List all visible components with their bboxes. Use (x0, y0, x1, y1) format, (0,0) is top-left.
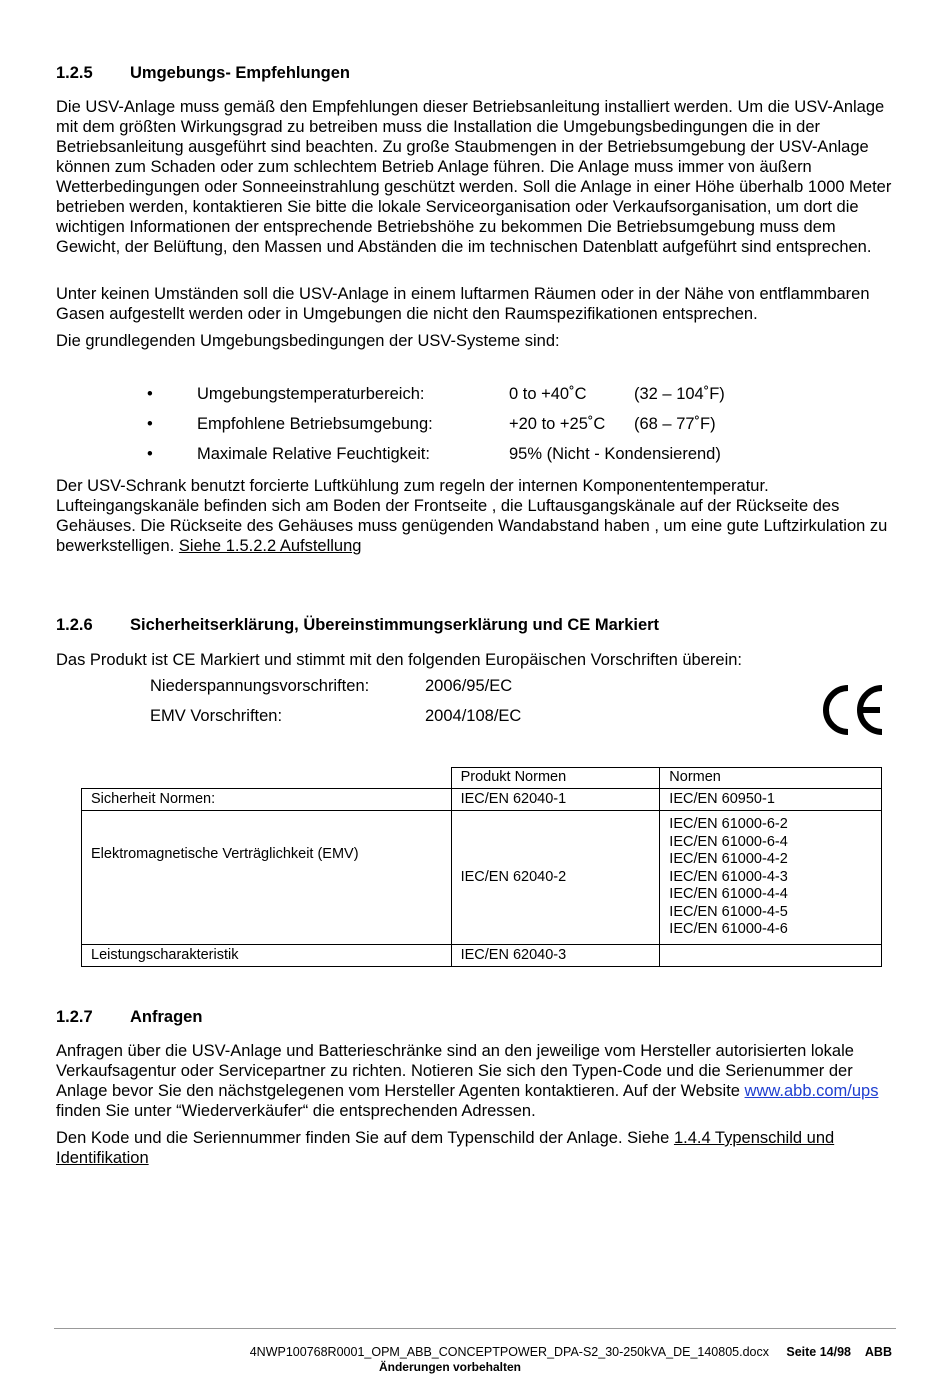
table-row (82, 811, 882, 945)
section-number: 1.2.6 (56, 616, 93, 634)
row-name: Leistungscharakteristik (82, 945, 452, 967)
paragraph-inquiries (56, 1041, 898, 1121)
row-name: Sicherheit Normen: (82, 789, 452, 811)
link-aufstellung[interactable]: Siehe 1.5.2.2 Aufstellung (178, 537, 362, 555)
table-row (82, 789, 882, 811)
page-number: Seite 14/98 (786, 1345, 851, 1359)
norm-list (660, 811, 882, 945)
section-heading-1-2-5 (56, 63, 350, 83)
regulation-name: Niederspannungsvorschriften: (150, 677, 370, 695)
paragraph-cooling (56, 476, 898, 556)
bullet-icon: • (147, 385, 153, 403)
row-name: Elektromagnetische Verträglichkeit (EMV) (82, 811, 452, 945)
section-title: Anfragen (130, 1008, 203, 1026)
norm-cell: IEC/EN 60950-1 (660, 789, 882, 811)
table-row (82, 945, 882, 967)
standards-table (81, 767, 882, 967)
product-norm: IEC/EN 62040-2 (451, 811, 660, 945)
paragraph-text: finden Sie unter “Wiederverkäufer“ die entsprechenden Adressen. (56, 1102, 536, 1120)
footer-line (0, 1344, 892, 1360)
paragraph-type-plate (56, 1128, 898, 1168)
paragraph-conditions-intro: Die grundlegenden Umgebungsbedingungen der USV-Systeme sind: (56, 332, 560, 350)
bullet-icon: • (147, 445, 153, 463)
bullet-icon: • (147, 415, 153, 433)
paragraph-text: Der USV-Schrank benutzt forcierte Luftkühlung zum regeln der internen Komponententemperatur. Lufteingangskanäle befinden sich am Boden der Frontseite , die Luftausgangskänale auf der Rückseite des Gehäuses. Die Rückseite des Gehäuses muss genügenden Wandabstand haben , um eine gute Luftzirkulation zu bewerkstelligen. (56, 477, 888, 555)
condition-value-imperial: (32 – 104˚F) (634, 385, 725, 403)
norm-item: IEC/EN 61000-4-3 (669, 868, 788, 885)
regulation-name: EMV Vorschriften: (150, 707, 283, 725)
footer-note: Änderungen vorbehalten (378, 1360, 521, 1374)
section-title: Sicherheitserklärung, Übereinstimmungserklärung und CE Markiert (130, 616, 660, 634)
section-number: 1.2.5 (56, 64, 93, 82)
paragraph-text: Den Kode und die Seriennummer finden Sie auf dem Typenschild der Anlage. Siehe (56, 1129, 674, 1147)
paragraph-text: Anfragen über die USV-Anlage und Batterieschränke sind an den jeweilige vom Hersteller autorisierten lokale Verkaufsagentur oder Servicepartner zu richten. Notieren Sie sich den Typen-Code und die Serienummer der Anlage bevor Sie den nächstgelegenen vom Hersteller Agenten kontaktieren. Auf der Website (56, 1042, 854, 1100)
section-heading-1-2-6 (56, 615, 659, 635)
paragraph-ce-intro: Das Produkt ist CE Markiert und stimmt mit den folgenden Europäischen Vorschriften überein: (56, 651, 742, 669)
list-item (0, 384, 950, 404)
section-heading-1-2-7 (56, 1007, 202, 1027)
paragraph-installation: Die USV-Anlage muss gemäß den Empfehlungen dieser Betriebsanleitung installiert werden. Um die USV-Anlage mit dem größten Wirkungsgrad zu betreiben muss die Installation die Umgebungsbedingungen die in der Betriebsanleitung ausgeführt sind beachten. Zu große Staubmengen in der Betriebsumgebung der USV-Anlage können zum Schaden oder zum schlechtem Betrieb Anlage führen. Die Anlage muss immer von äußern Wetterbedingungen oder Sonneeinstrahlung geschützt werden. Soll die Anlage in einer Höhe überhalb 1000 Meter betrieben werden, kontaktieren Sie bitte die lokale Serviceorganisation oder Verkaufsorganisation, um dort die wichtigen Informationen der entsprechende Betriebshöhe zu bekommen Die Betriebsumgebung muss dem Gewicht, der Belüftung, den Massen und Abständen die im technischen Datenblatt aufgeführt sind entsprechen. (56, 98, 892, 256)
norm-cell (660, 945, 882, 967)
column-header: Produkt Normen (451, 768, 660, 789)
empty-cell (82, 768, 452, 789)
footer-divider (54, 1328, 896, 1329)
section-title: Umgebungs- Empfehlungen (130, 64, 350, 82)
document-name: 4NWP100768R0001_OPM_ABB_CONCEPTPOWER_DPA-S2_30-250kVA_DE_140805.docx (249, 1345, 769, 1359)
paragraph-gas-warning: Unter keinen Umständen soll die USV-Anlage in einem luftarmen Räumen oder in der Nähe von entflammbaren Gasen aufgestellt werden oder in Umgebungen die nicht den Raumspezifikationen entsprechen. (56, 285, 870, 323)
condition-value: 0 to +40˚C (509, 385, 587, 403)
list-item (0, 444, 950, 464)
brand-name: ABB (864, 1345, 892, 1359)
table-header-row (82, 768, 882, 789)
condition-value-imperial: (68 – 77˚F) (634, 415, 716, 433)
norm-item: IEC/EN 61000-4-2 (669, 851, 788, 868)
norm-item: IEC/EN 61000-4-6 (669, 921, 788, 938)
column-header: Normen (660, 768, 882, 789)
norm-item: IEC/EN 61000-4-5 (669, 903, 788, 920)
condition-label: Umgebungstemperaturbereich: (197, 385, 425, 403)
link-typenschild[interactable]: 1.4.4 Typenschild und Identifikation (56, 1129, 835, 1167)
regulation-row (0, 706, 950, 726)
regulation-row (0, 676, 950, 696)
section-number: 1.2.7 (56, 1008, 93, 1026)
product-norm: IEC/EN 62040-3 (451, 945, 660, 967)
list-item (0, 414, 950, 434)
condition-label: Maximale Relative Feuchtigkeit: (197, 445, 430, 463)
condition-value: +20 to +25˚C (509, 415, 606, 433)
link-abb-website[interactable]: www.abb.com/ups (744, 1082, 879, 1100)
ce-mark-icon (818, 682, 886, 738)
regulation-value: 2006/95/EC (425, 677, 513, 695)
condition-value: 95% (Nicht - Kondensierend) (509, 445, 721, 463)
condition-label: Empfohlene Betriebsumgebung: (197, 415, 433, 433)
norm-item: IEC/EN 61000-6-2 (669, 816, 788, 833)
norm-item: IEC/EN 61000-6-4 (669, 833, 788, 850)
norm-item: IEC/EN 61000-4-4 (669, 886, 788, 903)
product-norm: IEC/EN 62040-1 (451, 789, 660, 811)
regulation-value: 2004/108/EC (425, 707, 522, 725)
